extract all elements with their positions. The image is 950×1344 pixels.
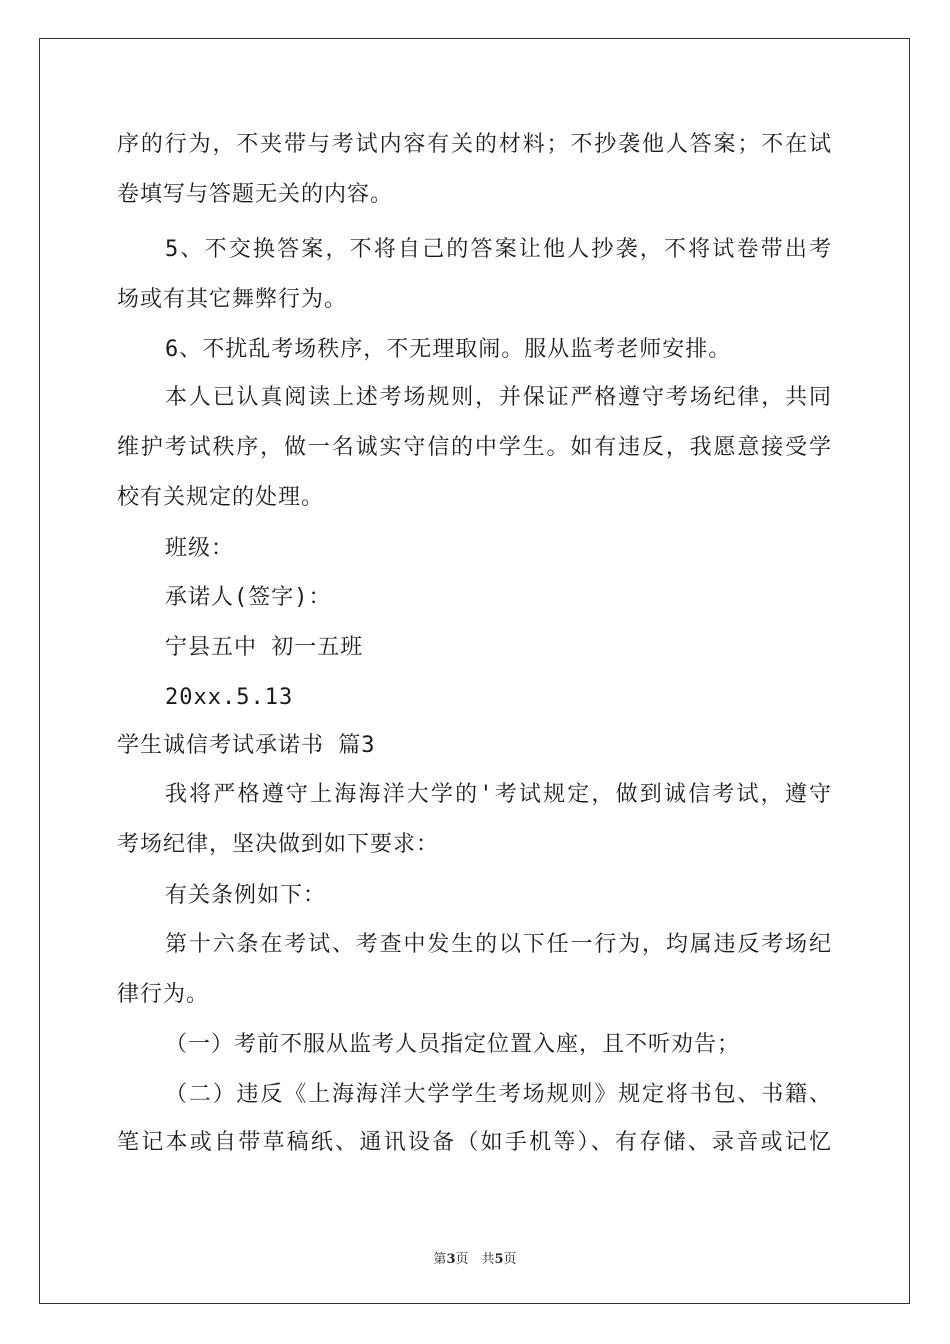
- text-line-15: 考场纪律，坚决做到如下要求：: [117, 832, 440, 857]
- date-text: 20xx.5.13: [165, 685, 294, 710]
- text-line-1: 序的行为，不夹带与考试内容有关的材料；不抄袭他人答案；不在试: [117, 132, 832, 157]
- page-footer: [0, 1248, 950, 1267]
- text-line-5: 6、不扰乱考场秩序，不无理取闹。服从监考老师安排。: [165, 337, 732, 362]
- text-line-19: （一）考前不服从监考人员指定位置入座，且不听劝告；: [165, 1032, 741, 1057]
- footer-current-page: 3: [446, 1252, 456, 1267]
- signer-label: 承诺人(签字)：: [165, 585, 332, 610]
- class-label: 班级：: [165, 536, 235, 561]
- text-line-4: 场或有其它舞弊行为。: [117, 287, 348, 312]
- school-class: 宁县五中 初一五班: [165, 635, 364, 660]
- text-line-7: 维护考试秩序，做一名诚实守信的中学生。如有违反，我愿意接受学: [117, 435, 832, 460]
- text-line-18: 律行为。: [117, 982, 210, 1007]
- footer-suffix: 页: [503, 1252, 517, 1267]
- text-line-20: （二）违反《上海海洋大学学生考场规则》规定将书包、书籍、: [165, 1082, 832, 1107]
- footer-total-pages: 5: [494, 1252, 504, 1267]
- section-heading: 学生诚信考试承诺书 篇3: [117, 733, 376, 758]
- text-line-6: 本人已认真阅读上述考场规则，并保证严格遵守考场纪律，共同: [165, 385, 832, 410]
- footer-prefix: 第: [433, 1252, 447, 1267]
- text-line-21: 笔记本或自带草稿纸、通讯设备（如手机等）、有存储、录音或记忆: [117, 1130, 832, 1155]
- text-line-2: 卷填写与答题无关的内容。: [117, 182, 394, 207]
- text-line-14: 我将严格遵守上海海洋大学的'考试规定，做到诚信考试，遵守: [165, 782, 832, 807]
- text-line-17: 第十六条在考试、考查中发生的以下任一行为，均属违反考场纪: [165, 932, 832, 957]
- text-line-3: 5、不交换答案，不将自己的答案让他人抄袭，不将试卷带出考: [165, 237, 832, 262]
- footer-mid: 页 共: [455, 1252, 495, 1267]
- text-line-8: 校有关规定的处理。: [117, 485, 325, 510]
- text-line-16: 有关条例如下：: [165, 883, 327, 908]
